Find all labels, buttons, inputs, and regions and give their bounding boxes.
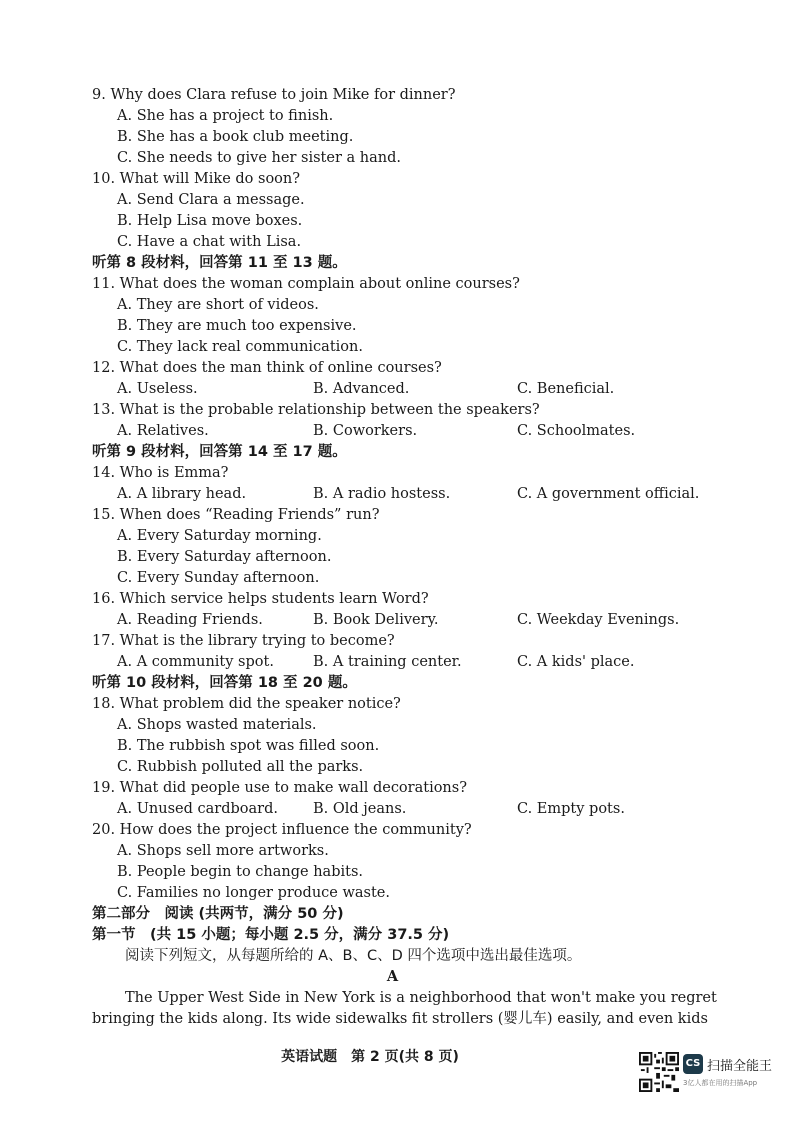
passage-line: The Upper West Side in New York is a neighborhood that won't make you regret xyxy=(125,990,717,1006)
question-option: B. The rubbish spot was filled soon. xyxy=(117,738,380,754)
camscanner-logo-icon: CS xyxy=(683,1054,703,1074)
reading-instruction: 阅读下列短文，从每题所给的 A、B、C、D 四个选项中选出最佳选项。 xyxy=(125,948,582,964)
question-option: B. Advanced. xyxy=(313,381,410,397)
question-stem: 14. Who is Emma? xyxy=(92,465,229,481)
question-option: B. Book Delivery. xyxy=(313,612,439,628)
question-stem: 19. What did people use to make wall decorations? xyxy=(92,780,467,796)
question-stem: 10. What will Mike do soon? xyxy=(92,171,301,187)
question-stem: 16. Which service helps students learn Word? xyxy=(92,591,429,607)
passage-title: A xyxy=(386,968,399,985)
question-option: A. Shops sell more artworks. xyxy=(117,843,329,859)
question-option: C. She needs to give her sister a hand. xyxy=(117,150,401,166)
question-option: A. Relatives. xyxy=(117,423,209,439)
question-option: B. People begin to change habits. xyxy=(117,864,363,880)
listening-material-heading: 听第 8 段材料，回答第 11 至 13 题。 xyxy=(92,255,347,271)
passage-line: bringing the kids along. Its wide sidewalks fit strollers (婴儿车) easily, and even kids xyxy=(92,1011,708,1027)
question-option: A. A community spot. xyxy=(117,654,274,670)
listening-material-heading: 听第 9 段材料，回答第 14 至 17 题。 xyxy=(92,444,347,460)
question-stem: 15. When does “Reading Friends” run? xyxy=(92,507,380,523)
question-option: A. She has a project to finish. xyxy=(117,108,334,124)
question-option: A. Every Saturday morning. xyxy=(117,528,322,544)
question-option: C. Schoolmates. xyxy=(517,423,636,439)
question-option: B. Help Lisa move boxes. xyxy=(117,213,303,229)
question-option: C. A kids' place. xyxy=(517,654,635,670)
scanner-app-name: 扫描全能王 xyxy=(707,1059,773,1074)
question-stem: 11. What does the woman complain about online courses? xyxy=(92,276,520,292)
scanner-app-tagline: 3亿人都在用的扫描App xyxy=(683,1079,758,1087)
question-option: C. A government official. xyxy=(517,486,700,502)
question-option: C. Families no longer produce waste. xyxy=(117,885,390,901)
question-option: A. A library head. xyxy=(117,486,247,502)
question-stem: 9. Why does Clara refuse to join Mike for dinner? xyxy=(92,87,456,103)
question-option: B. Old jeans. xyxy=(313,801,407,817)
question-option: A. Reading Friends. xyxy=(117,612,263,628)
question-option: C. Weekday Evenings. xyxy=(517,612,680,628)
question-option: A. Shops wasted materials. xyxy=(117,717,317,733)
question-stem: 17. What is the library trying to become? xyxy=(92,633,395,649)
part-two-heading: 第二部分 阅读 (共两节，满分 50 分) xyxy=(92,906,344,922)
question-option: B. They are much too expensive. xyxy=(117,318,357,334)
question-option: A. Useless. xyxy=(117,381,198,397)
listening-material-heading: 听第 10 段材料，回答第 18 至 20 题。 xyxy=(92,675,357,691)
question-option: C. They lack real communication. xyxy=(117,339,363,355)
page-footer: 英语试题 第 2 页(共 8 页) xyxy=(281,1049,459,1065)
question-stem: 13. What is the probable relationship between the speakers? xyxy=(92,402,540,418)
section-one-heading: 第一节 (共 15 小题；每小题 2.5 分，满分 37.5 分) xyxy=(92,927,450,943)
question-option: B. She has a book club meeting. xyxy=(117,129,354,145)
question-option: C. Beneficial. xyxy=(517,381,615,397)
question-option: B. Coworkers. xyxy=(313,423,418,439)
question-stem: 18. What problem did the speaker notice? xyxy=(92,696,401,712)
question-option: C. Every Sunday afternoon. xyxy=(117,570,320,586)
question-option: B. A training center. xyxy=(313,654,462,670)
question-option: B. Every Saturday afternoon. xyxy=(117,549,332,565)
question-stem: 12. What does the man think of online courses? xyxy=(92,360,442,376)
question-option: C. Empty pots. xyxy=(517,801,625,817)
question-option: C. Have a chat with Lisa. xyxy=(117,234,302,250)
question-option: B. A radio hostess. xyxy=(313,486,451,502)
question-option: A. Send Clara a message. xyxy=(117,192,305,208)
question-option: A. They are short of videos. xyxy=(117,297,319,313)
qr-code-icon xyxy=(639,1052,679,1092)
question-stem: 20. How does the project influence the community? xyxy=(92,822,472,838)
question-option: A. Unused cardboard. xyxy=(117,801,278,817)
question-option: C. Rubbish polluted all the parks. xyxy=(117,759,364,775)
